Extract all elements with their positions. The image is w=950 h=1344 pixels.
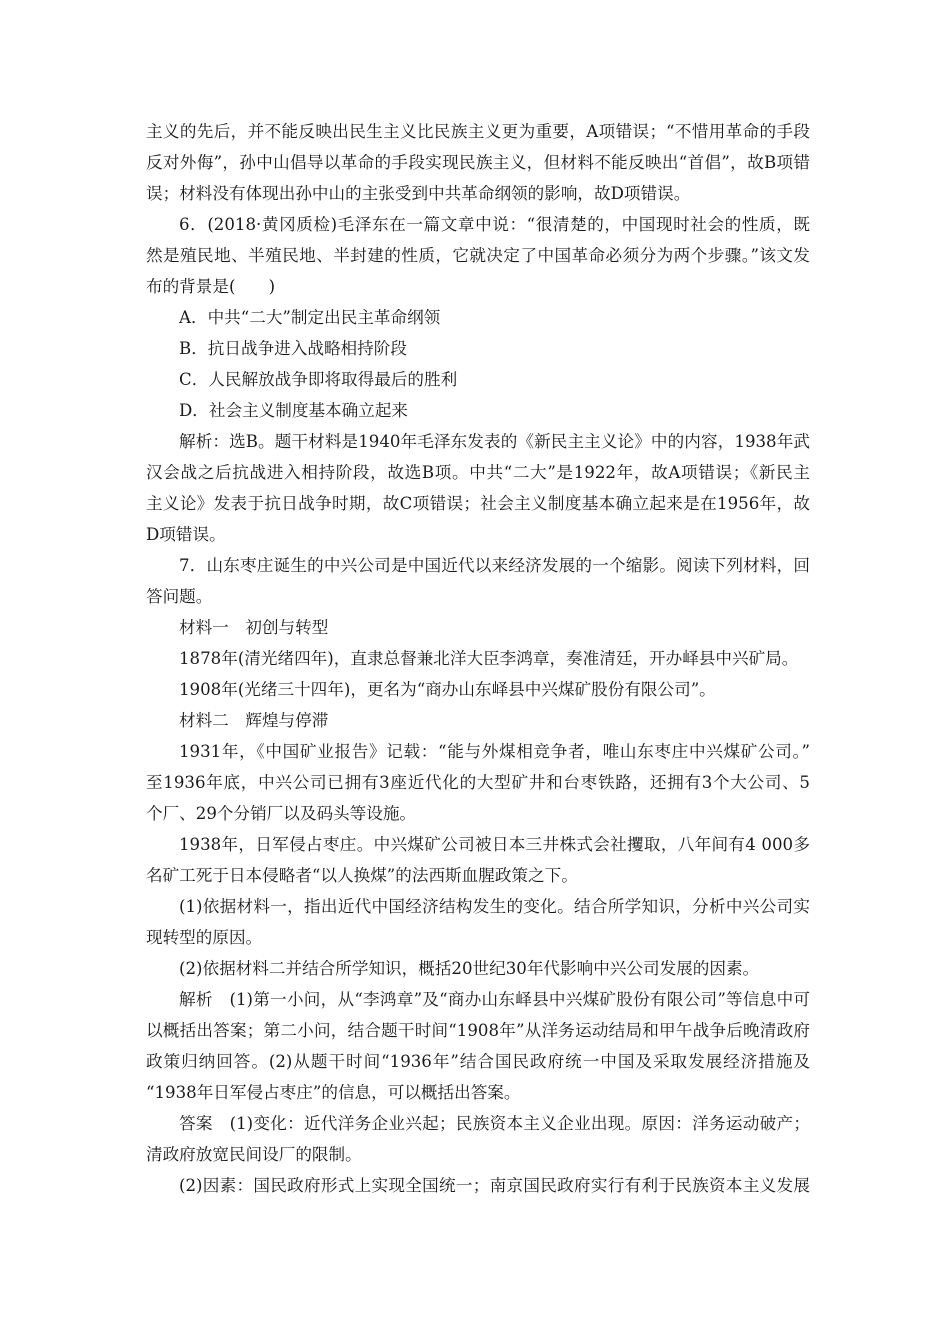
text-line: D．社会主义制度基本确立起来 <box>179 401 409 420</box>
text-line: 误；材料没有体现出孙中山的主张受到中共革命纲领的影响，故D项错误。 <box>146 184 691 203</box>
text-line: 解析 (1)第一小问，从“李鸿章”及“商办山东峄县中兴煤矿股份有限公司”等信息中可 <box>179 990 810 1009</box>
text-line: D项错误。 <box>146 525 226 544</box>
text-line: (1)依据材料一，指出近代中国经济结构发生的变化。结合所学知识，分析中兴公司实 <box>179 897 810 916</box>
text-line: 清政府放宽民间设厂的限制。 <box>146 1145 362 1164</box>
text-line: 至1936年底，中兴公司已拥有3座近代化的大型矿井和台枣铁路，还拥有3个大公司、5 <box>146 773 810 792</box>
text-line: 6．(2018·黄冈质检)毛泽东在一篇文章中说：“很清楚的，中国现时社会的性质，既 <box>179 215 810 234</box>
text-line: A．中共“二大”制定出民主革命纲领 <box>179 308 441 327</box>
text-line: 布的背景是( ) <box>146 277 276 296</box>
text-line: 反对外侮”，孙中山倡导以革命的手段实现民族主义，但材料不能反映出“首倡”，故B项错 <box>146 153 810 172</box>
text-line: 1878年(清光绪四年)，直隶总督兼北洋大臣李鸿章，奏准清廷，开办峄县中兴矿局。 <box>179 649 799 668</box>
text-line: 个厂、29个分销厂以及码头等设施。 <box>146 804 417 823</box>
text-line: 1931年，《中国矿业报告》记载：“能与外煤相竞争者，唯山东枣庄中兴煤矿公司。” <box>179 742 810 761</box>
text-line: (2)依据材料二并结合所学知识，概括20世纪30年代影响中兴公司发展的因素。 <box>179 959 760 978</box>
text-line: 答案 (1)变化：近代洋务企业兴起；民族资本主义企业出现。原因：洋务运动破产； <box>179 1114 810 1133</box>
text-line: 材料二 辉煌与停滞 <box>179 711 329 730</box>
text-line: 1908年(光绪三十四年)，更名为“商办山东峄县中兴煤矿股份有限公司”。 <box>179 680 716 699</box>
text-line: 主义的先后，并不能反映出民生主义比民族主义更为重要，A项错误；“不惜用革命的手段 <box>146 122 810 141</box>
text-line: 现转型的原因。 <box>146 928 263 947</box>
text-line: 1938年，日军侵占枣庄。中兴煤矿公司被日本三井株式会社攫取，八年间有4 000多 <box>179 835 810 854</box>
text-line: 政策归纳回答。(2)从题干时间“1936年”结合国民政府统一中国及采取发展经济措施及 <box>146 1052 810 1071</box>
text-line: 然是殖民地、半殖民地、半封建的性质，它就决定了中国革命必须分为两个步骤。”该文发 <box>146 246 810 265</box>
document-page <box>146 116 810 1201</box>
text-line: (2)因素：国民政府形式上实现全国统一；南京国民政府实行有利于民族资本主义发展 <box>179 1176 810 1195</box>
text-line: 主义论》发表于抗日战争时期，故C项错误；社会主义制度基本确立起来是在1956年，故 <box>146 494 810 513</box>
text-line: 解析：选B。题干材料是1940年毛泽东发表的《新民主主义论》中的内容，1938年武 <box>179 432 810 451</box>
text-line: 7．山东枣庄诞生的中兴公司是中国近代以来经济发展的一个缩影。阅读下列材料，回 <box>179 556 810 575</box>
text-line: “1938年日军侵占枣庄”的信息，可以概括出答案。 <box>146 1083 521 1102</box>
text-line: 汉会战之后抗战进入相持阶段，故选B项。中共“二大”是1922年，故A项错误；《新民主 <box>146 463 810 482</box>
text-line: B．抗日战争进入战略相持阶段 <box>179 339 407 358</box>
text-line: 名矿工死于日本侵略者“以人换煤”的法西斯血腥政策之下。 <box>146 866 578 885</box>
text-line: C．人民解放战争即将取得最后的胜利 <box>179 370 458 389</box>
text-line: 材料一 初创与转型 <box>179 618 329 637</box>
text-line: 答问题。 <box>146 587 213 606</box>
text-line: 以概括出答案；第二小问，结合题干时间“1908年”从洋务运动结局和甲午战争后晚清政府 <box>146 1021 810 1040</box>
